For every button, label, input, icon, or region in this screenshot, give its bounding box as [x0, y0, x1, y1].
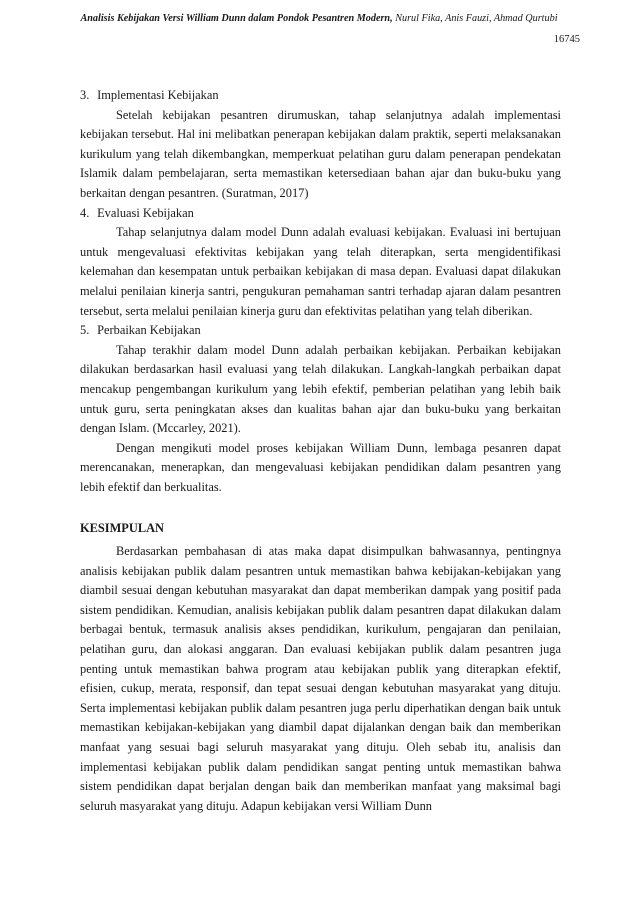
list-item-heading-text: Perbaikan Kebijakan	[97, 323, 201, 338]
paragraph-implementasi: Setelah kebijakan pesantren dirumuskan, tahap selanjutnya adalah implementasi kebijakan tersebut. Hal ini melibatkan penerapan kebijakan dalam praktik, seperti melaksanakan kurikulum yang telah dikembangkan, memperkuat pelatihan guru dalam penerapan pendekatan Islamik dalam pembelajaran, serta memastikan ketersediaan bahan ajar dan buku-buku yang berkaitan dengan pesantren. (Suratman, 2017)	[80, 107, 561, 200]
paragraph-perbaikan: Tahap terakhir dalam model Dunn adalah perbaikan kebijakan. Perbaikan kebijakan dilakukan berdasarkan hasil evaluasi yang telah dilakukan. Langkah-langkah perbaikan dapat mencakup pengembangan kurikulum yang lebih efektif, pemberian pelatihan yang lebih baik untuk guru, serta peningkatan akses dan kualitas bahan ajar dan buku-buku yang berkaitan dengan Islam. (Mccarley, 2021).	[80, 342, 561, 436]
list-item-heading-text: Evaluasi Kebijakan	[97, 205, 194, 220]
section-heading-kesimpulan: KESIMPULAN	[80, 521, 164, 536]
list-item-heading-implementasi	[80, 86, 561, 106]
list-item-heading-text: Implementasi Kebijakan	[97, 88, 219, 102]
page-number: 16745	[553, 34, 580, 45]
list-item-heading-perbaikan	[80, 321, 561, 341]
paragraph-closing: Dengan mengikuti model proses kebijakan William Dunn, lembaga pesanren dapat merencanakan, menerapkan, dan mengevaluasi kebijakan pendidikan dalam pesantren yang lebih efektif dan berkualitas.	[80, 440, 561, 494]
running-header	[58, 13, 580, 24]
paragraph-kesimpulan: Berdasarkan pembahasan di atas maka dapat disimpulkan bahwasannya, pentingnya analisis kebijakan publik dalam pesantren untuk memastikan bahwa kebijakan-kebijakan yang diambil sesuai dengan kebutuhan masyarakat dan dapat memberikan dampak yang positif pada sistem pendidikan. Kemudian, analisis kebijakan publik dalam pesantren dapat dilakukan dalam berbagai bentuk, termasuk analisis akses pendidikan, kurikulum, pengajaran dan penilaian, pelatihan guru, dan alokasi anggaran. Dan evaluasi kebijakan publik dalam pesantren juga penting untuk memastikan bahwa program atau kebijakan publik yang diterapkan efektif, efisien, cukup, merata, responsif, dan tepat sesuai dengan kebutuhan masyarakat yang dituju. Serta implementasi kebijakan publik dalam pesantren juga perlu diperhatikan dengan baik untuk memastikan kebijakan-kebijakan yang diambil dapat dijalankan dengan baik dan memberikan manfaat yang sesuai bagi seluruh masyarakat yang dituju. Oleh sebab itu, analisis dan implementasi kebijakan publik dalam pendidikan sangat penting untuk memastikan bahwa sistem pendidikan dapat berjalan dengan baik dan memberikan manfaat yang maksimal bagi seluruh masyarakat yang dituju. Adapun kebijakan versi William Dunn	[80, 544, 561, 813]
running-header-title: Analisis Kebijakan Versi William Dunn dalam Pondok Pesantren Modern,	[80, 13, 393, 24]
list-item-number: 3.	[80, 88, 90, 102]
list-item-number: 5.	[80, 323, 90, 338]
paragraph-evaluasi: Tahap selanjutnya dalam model Dunn adalah evaluasi kebijakan. Evaluasi ini bertujuan untuk mengevaluasi efektivitas kebijakan yang telah diterapkan, serta mengidentifikasi kelemahan dan kesempatan untuk perbaikan kebijakan di masa depan. Evaluasi dapat dilakukan melalui penilaian kinerja santri, pengukuran pemahaman santri terhadap ajaran dalam pesantren tersebut, serta melalui penilaian kinerja guru dan efektivitas pelatihan yang telah diberikan.	[80, 225, 561, 318]
list-item-number: 4.	[80, 205, 90, 220]
running-header-authors: Nurul Fika, Anis Fauzi, Ahmad Qurtubi	[392, 13, 558, 24]
body-text	[80, 86, 561, 816]
list-item-heading-evaluasi	[80, 204, 561, 224]
